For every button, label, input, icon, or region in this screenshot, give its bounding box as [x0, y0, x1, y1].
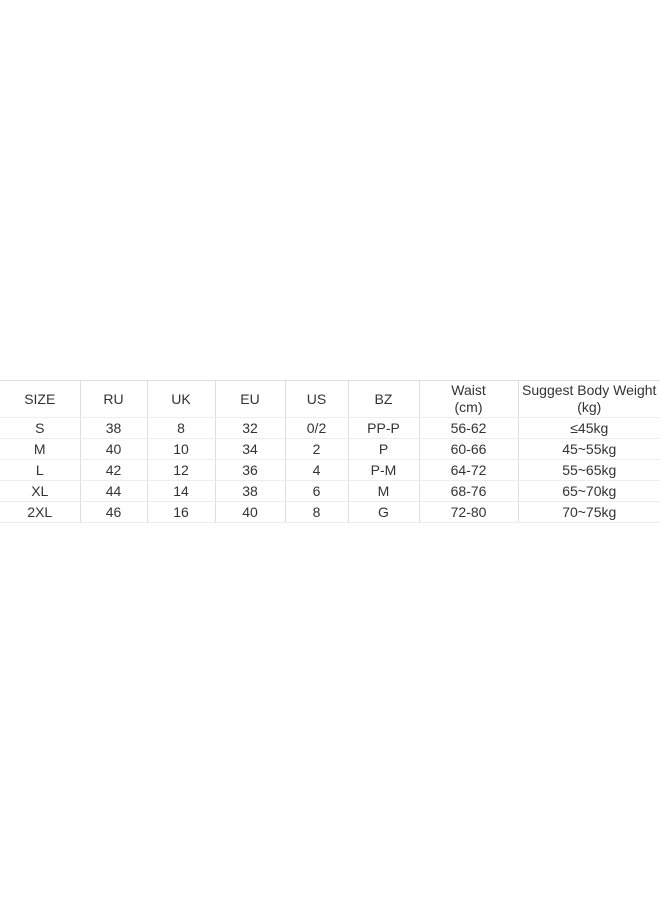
table-cell: P	[348, 439, 419, 460]
table-cell: 60-66	[419, 439, 518, 460]
table-cell: 4	[285, 460, 348, 481]
table-cell: 68-76	[419, 481, 518, 502]
table-cell: 45~55kg	[518, 439, 660, 460]
size-cell: M	[0, 439, 80, 460]
column-header-label: SIZE	[24, 390, 56, 407]
table-cell: 38	[215, 481, 285, 502]
table-cell: 56-62	[419, 418, 518, 439]
column-header-label: US	[306, 390, 327, 407]
column-header-eu	[215, 381, 285, 418]
table-cell: PP-P	[348, 418, 419, 439]
table-cell: 6	[285, 481, 348, 502]
column-header-label: Suggest Body Weight	[522, 382, 657, 398]
table-cell: 46	[80, 502, 147, 523]
column-header-bz	[348, 381, 419, 418]
table-cell: 40	[215, 502, 285, 523]
table-cell: 12	[147, 460, 215, 481]
table-row	[0, 502, 660, 523]
table-row	[0, 439, 660, 460]
table-cell: 40	[80, 439, 147, 460]
table-cell: G	[348, 502, 419, 523]
table-cell: ≤45kg	[518, 418, 660, 439]
column-header-label: UK	[171, 390, 191, 407]
column-header-waist	[419, 381, 518, 418]
size-cell: L	[0, 460, 80, 481]
table-row	[0, 481, 660, 502]
table-cell: M	[348, 481, 419, 502]
column-header-uk	[147, 381, 215, 418]
column-header-sublabel: (kg)	[577, 399, 602, 415]
table-header-row	[0, 381, 660, 418]
size-cell: S	[0, 418, 80, 439]
table-cell: 36	[215, 460, 285, 481]
size-cell: XL	[0, 481, 80, 502]
column-header-label: EU	[240, 390, 260, 407]
table-row	[0, 418, 660, 439]
table-cell: 55~65kg	[518, 460, 660, 481]
table-cell: P-M	[348, 460, 419, 481]
table-cell: 38	[80, 418, 147, 439]
table-cell: 72-80	[419, 502, 518, 523]
column-header-label: RU	[103, 390, 124, 407]
column-header-ru	[80, 381, 147, 418]
column-header-size	[0, 381, 80, 418]
table-cell: 10	[147, 439, 215, 460]
column-header-us	[285, 381, 348, 418]
table-cell: 64-72	[419, 460, 518, 481]
table-cell: 65~70kg	[518, 481, 660, 502]
table-cell: 34	[215, 439, 285, 460]
table-row	[0, 460, 660, 481]
size-chart-table	[0, 380, 660, 523]
table-body	[0, 418, 660, 523]
column-header-sublabel: (cm)	[454, 399, 483, 415]
table-cell: 0/2	[285, 418, 348, 439]
table-cell: 16	[147, 502, 215, 523]
table-cell: 44	[80, 481, 147, 502]
column-header-label: Waist	[451, 382, 486, 398]
table-cell: 70~75kg	[518, 502, 660, 523]
table-cell: 42	[80, 460, 147, 481]
table-cell: 2	[285, 439, 348, 460]
table-cell: 8	[147, 418, 215, 439]
table-cell: 32	[215, 418, 285, 439]
column-header-label: BZ	[374, 390, 393, 407]
table-cell: 8	[285, 502, 348, 523]
size-cell: 2XL	[0, 502, 80, 523]
column-header-suggest-body-weight	[518, 381, 660, 418]
table-cell: 14	[147, 481, 215, 502]
